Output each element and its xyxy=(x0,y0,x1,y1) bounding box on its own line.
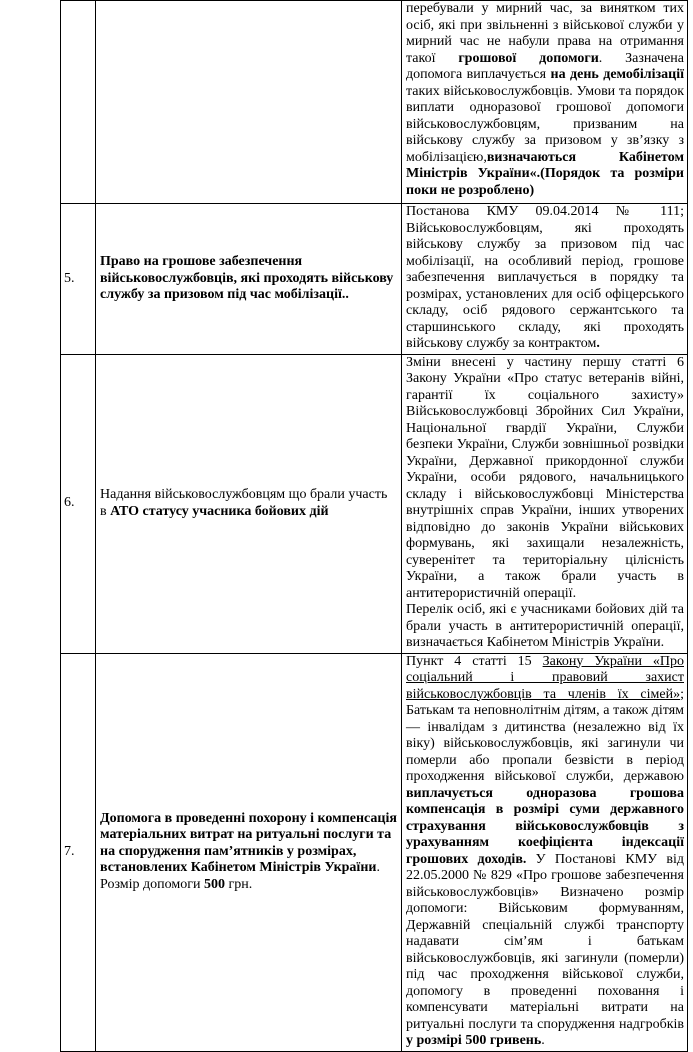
row-number-cell: 7. xyxy=(61,653,96,1051)
paragraph xyxy=(406,602,684,652)
table-row xyxy=(61,1,688,204)
text-run: Постанова КМУ 09.04.2014 № 111; Військовослужбовцям, які проходять військову службу за призовом під час мобілізації, на особливий період, грошове забезпечення виплачується в порядку та розмірах, установлених для осіб офіцерського складу, осіб рядового сержантського та старшинського складу, які проходять військову службу за контрактом xyxy=(406,204,684,351)
text-run: Допомога в проведенні похорону і компенсація матеріальних витрат на ритуальні послуги та на спорудження пам’ятників у розмірах, встановлених Кабінетом Міністрів України xyxy=(100,810,397,876)
text-run: 500 xyxy=(203,876,225,892)
text-run: . Зазначена допомога виплачується xyxy=(406,50,684,82)
benefit-name-cell xyxy=(96,653,402,1051)
legal-basis-cell xyxy=(402,1,688,204)
text-run: ; Батькам та неповнолітнім дітям, а також дітям — інвалідам з дитинства (незалежно від їх віку) військовослужбовців, які загинули чи померли або пропали безвісти в період проходження військової служби, державою xyxy=(406,686,684,784)
text-run: Зміни внесені у частину першу статті 6 Закону України «Про статус ветеранів війні, гарантії їх соціального захисту» Військовослужбовці Збройних Сил України, Національної гвардії України, Служби безпеки України, Служби зовнішньої розвідки України, Державної прикордонної служби України, особи рядового, начальницького складу і військовослужбовці Міністерства внутрішніх справ України, інших утворених відповідно до законів України військових формувань, які захищали незалежність, суверенітет та територіальну цілісність України, а також брали участь в антитерористичній операції. xyxy=(406,354,684,601)
table-row xyxy=(61,204,688,355)
legal-basis-cell xyxy=(402,354,688,653)
legal-basis-cell xyxy=(402,204,688,355)
benefit-name-cell xyxy=(96,354,402,653)
table-row xyxy=(61,354,688,653)
text-run: . Розмір допомоги xyxy=(100,860,380,892)
text-run: Закону України «Про соціальний і правовий захист військовослужбовців та членів їх сімей» xyxy=(406,653,684,702)
text-run: виплачується одноразова грошова компенсація в розмірі суми державного страхування військовослужбовців з урахуванням коефіцієнта індексації грошових доходів. xyxy=(406,785,684,867)
row-number-cell: 5. xyxy=(61,204,96,355)
benefit-name-cell xyxy=(96,1,402,204)
text-run: перебували у мирний час, за винятком тих осіб, які при звільненні з військової служби у мирний час не набули права на отримання такої xyxy=(406,1,684,66)
row-number-cell: 6. xyxy=(61,354,96,653)
text-run: Перелік осіб, які є учасниками бойових дій та брали участь в антитерористичній операції, визначається Кабінетом Міністрів України. xyxy=(406,602,684,650)
text-run: Надання військовослужбовцям що брали участь в xyxy=(100,487,388,519)
table-row xyxy=(61,653,688,1051)
benefit-name-cell xyxy=(96,204,402,355)
text-run: . xyxy=(596,336,600,351)
text-run: Пункт 4 статті 15 xyxy=(406,653,543,669)
text-run: грошової допомоги xyxy=(458,50,599,66)
legal-basis-cell xyxy=(402,653,688,1051)
text-run: Право на грошове забезпечення військовослужбовців, які проходять військову службу за призовом під час мобілізації.. xyxy=(100,254,394,302)
text-run: . xyxy=(541,1033,545,1048)
text-run: у розмірі 500 гривень xyxy=(406,1033,542,1048)
text-run: грн. xyxy=(224,876,253,892)
text-run: АТО статусу учасника бойових дій xyxy=(110,503,329,519)
paragraph xyxy=(406,355,684,603)
text-run: визначаються Кабінетом Міністрів України«.(Порядок та розміри поки не розроблено) xyxy=(406,149,684,198)
row-number-cell xyxy=(61,1,96,204)
text-run: таких військовослужбовців. Умови та порядок виплати одноразової грошової допомоги військовослужбовцям, призваним на військову службу за призовом у зв’язку з мобілізацією, xyxy=(406,83,684,165)
text-run: на день демобілізації xyxy=(550,67,684,82)
text-run: У Постанові КМУ від 22.05.2000 № 829 «Про грошове забезпечення військовослужбовців» Визначено розмір допомоги: Військовим формуванням, Державній спеціальній службі транспорту надавати сім’ям і батькам військовослужбовців, які загинули (померли) під час проходження військової служби, допомогу в проведенні поховання і компенсувати матеріальні витрати на ритуальні послуги та спорудження надгробків xyxy=(406,851,684,1032)
benefits-table xyxy=(60,0,688,1052)
